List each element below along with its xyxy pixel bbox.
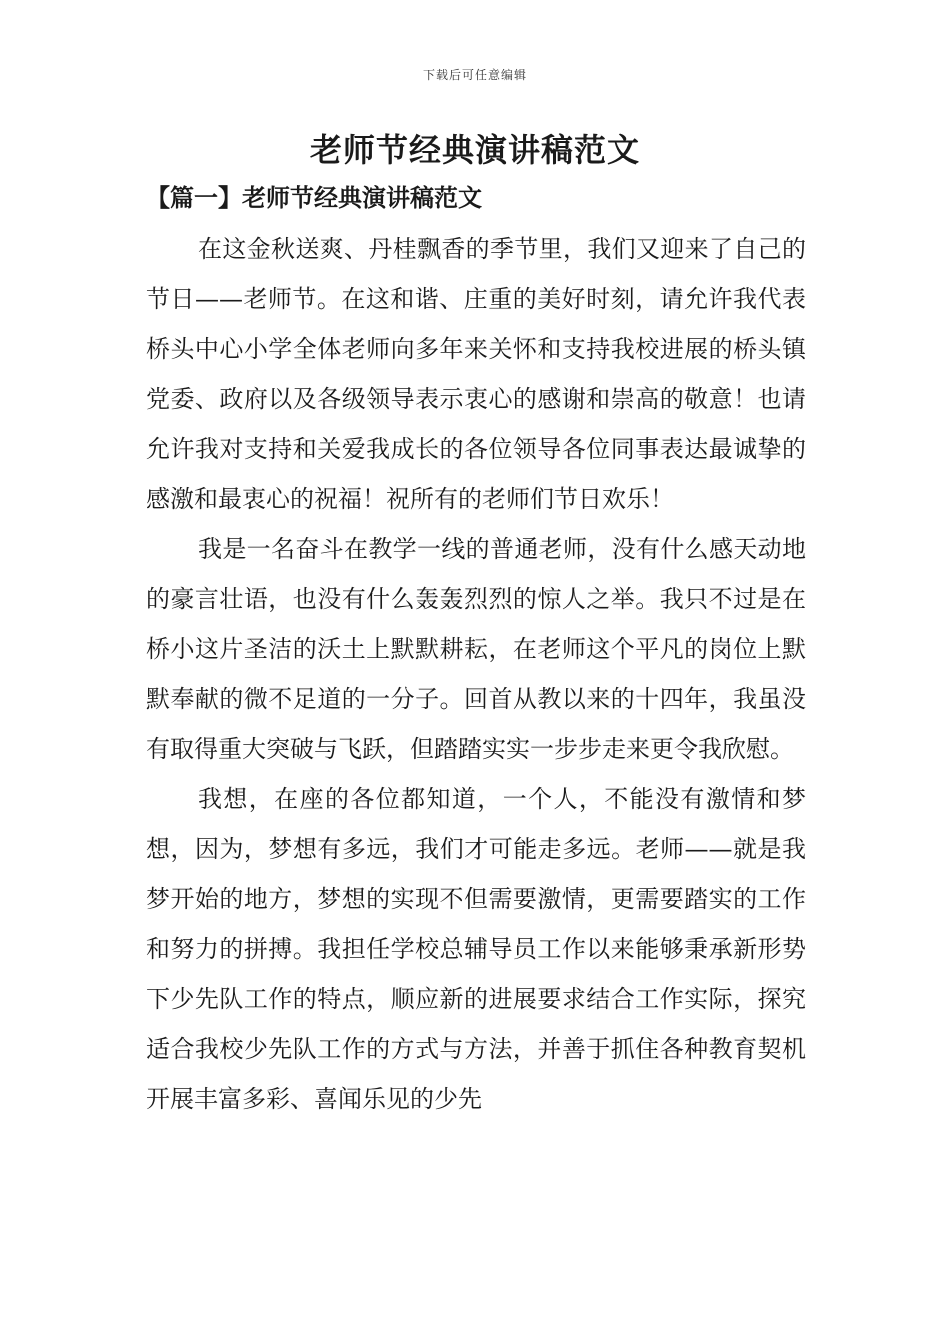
paragraph-2: 我是一名奋斗在教学一线的普通老师，没有什么感天动地的豪言壮语，也没有什么轰轰烈烈的惊人之举。我只不过是在桥小这片圣洁的沃土上默默耕耘，在老师这个平凡的岗位上默默奉献的微不足道的一分子。回首从教以来的十四年，我虽没有取得重大突破与飞跃，但踏踏实实一步步走来更令我欣慰。 <box>146 535 806 763</box>
header-note: 下载后可任意编辑 <box>422 68 527 82</box>
document-title: 老师节经典演讲稿范文 <box>309 131 640 169</box>
document-body <box>146 224 806 1124</box>
section-heading: 【篇一】老师节经典演讲稿范文 <box>146 183 482 212</box>
paragraph-3: 我想，在座的各位都知道，一个人，不能没有激情和梦想，因为，梦想有多远，我们才可能走多远。老师——就是我梦开始的地方，梦想的实现不但需要激情，更需要踏实的工作和努力的拼搏。我担任学校总辅导员工作以来能够秉承新形势下少先队工作的特点，顺应新的进展要求结合工作实际，探究适合我校少先队工作的方式与方法，并善于抓住各种教育契机开展丰富多彩、喜闻乐见的少先 <box>146 785 806 1113</box>
paragraph-1: 在这金秋送爽、丹桂飘香的季节里，我们又迎来了自己的节日——老师节。在这和谐、庄重的美好时刻，请允许我代表桥头中心小学全体老师向多年来关怀和支持我校进展的桥头镇党委、政府以及各级领导表示衷心的感谢和崇高的敬意！也请允许我对支持和关爱我成长的各位领导各位同事表达最诚挚的感激和最衷心的祝福！祝所有的老师们节日欢乐！ <box>146 235 806 513</box>
